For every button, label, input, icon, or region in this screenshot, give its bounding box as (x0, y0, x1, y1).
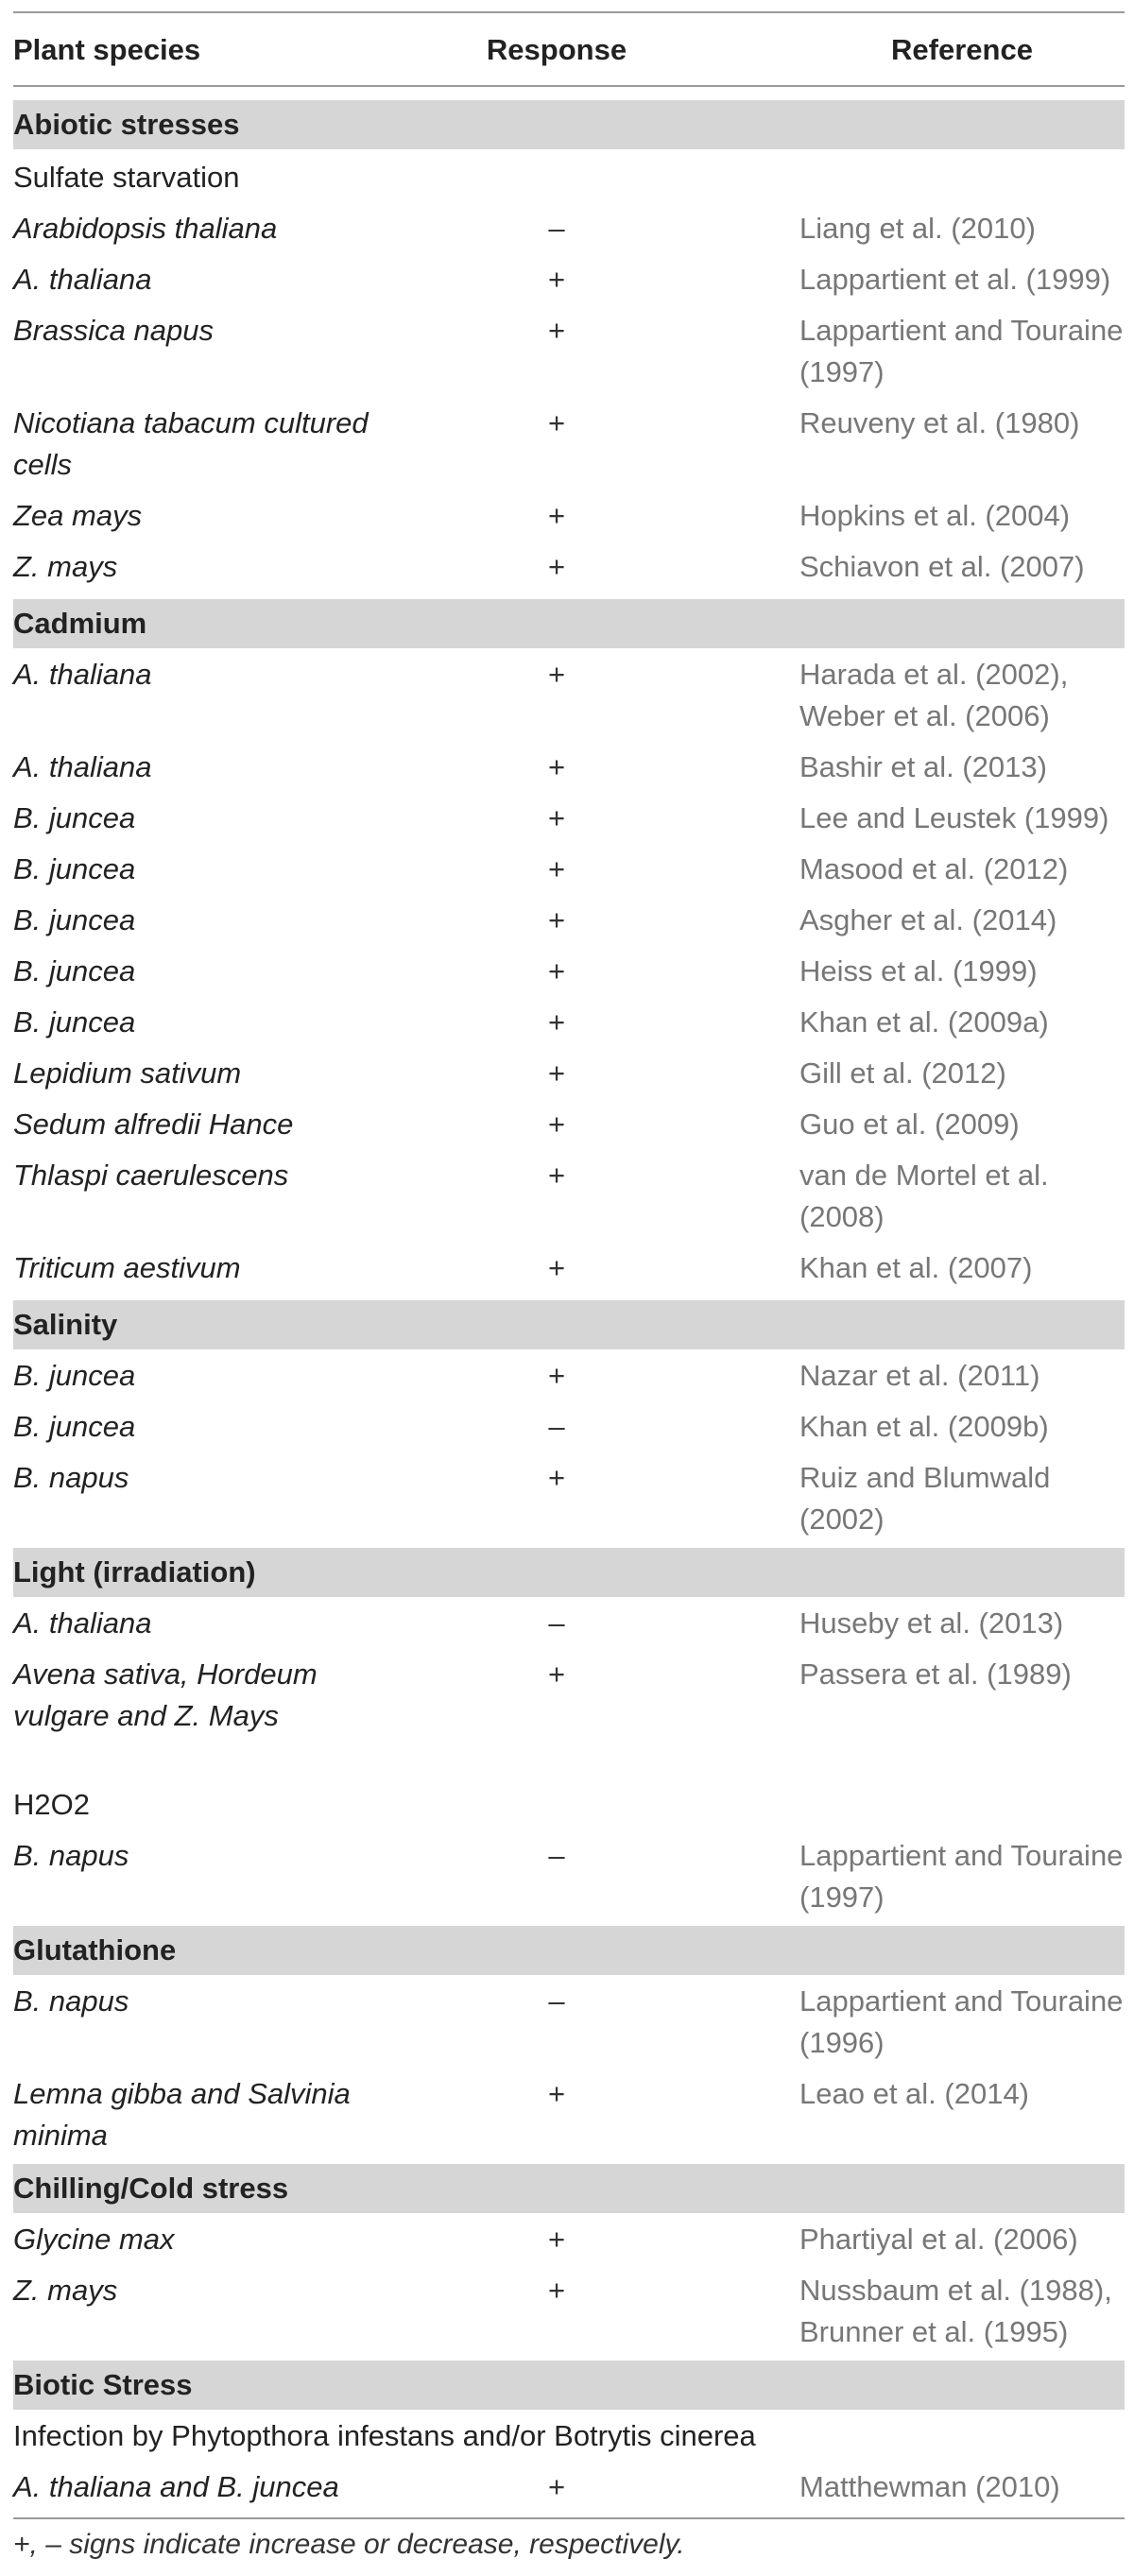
reference-cell: Asgher et al. (2014) (799, 903, 1057, 936)
species-cell: A. thaliana and B. juncea (13, 2470, 339, 2503)
response-cell: + (547, 903, 566, 936)
section-title: Salinity (13, 1308, 118, 1341)
reference-cell: Khan et al. (2007) (799, 1251, 1033, 1284)
section-subtitle: Sulfate starvation (13, 161, 240, 194)
reference-cell: Matthewman (2010) (799, 2470, 1060, 2503)
species-cell: Z. mays (13, 550, 118, 583)
response-cell: + (547, 314, 566, 347)
response-cell: + (547, 658, 566, 691)
response-cell: + (547, 2470, 566, 2503)
header-reference: Reference (891, 33, 1033, 66)
response-cell: – (548, 1839, 565, 1872)
reference-cell: Nussbaum et al. (1988), Brunner et al. (1995) (799, 2274, 1112, 2348)
response-cell: + (547, 499, 566, 532)
response-cell: + (547, 1159, 566, 1192)
response-cell: + (547, 1461, 566, 1494)
section-subtitle: Infection by Phytopthora infestans and/or Botrytis cinerea (13, 2419, 756, 2452)
response-cell: + (547, 852, 566, 885)
species-cell: B. napus (13, 1461, 129, 1494)
reference-cell: Hopkins et al. (2004) (799, 499, 1071, 532)
section-band (13, 2361, 1125, 2410)
species-cell: B. napus (13, 1839, 129, 1872)
species-cell: B. juncea (13, 1410, 136, 1443)
response-cell: + (547, 801, 566, 834)
species-cell: Brassica napus (13, 314, 214, 347)
section-title: Light (irradiation) (13, 1555, 256, 1589)
species-cell: B. juncea (13, 903, 136, 936)
species-cell: Arabidopsis thaliana (13, 212, 278, 245)
bottom-rule (13, 2517, 1125, 2519)
section-band (13, 1300, 1125, 1349)
reference-cell: Schiavon et al. (2007) (799, 550, 1085, 583)
response-cell: + (547, 550, 566, 583)
section-title: Cadmium (13, 607, 147, 640)
species-cell: Zea mays (13, 499, 143, 532)
species-cell: B. juncea (13, 1359, 136, 1392)
response-cell: + (547, 2223, 566, 2256)
section-title: Abiotic stresses (13, 108, 240, 141)
species-cell: Lemna gibba and Salvinia minima (13, 2077, 351, 2152)
species-cell: B. juncea (13, 852, 136, 885)
response-cell: – (548, 212, 565, 245)
header-rule (13, 85, 1125, 87)
reference-cell: Nazar et al. (2011) (799, 1359, 1040, 1392)
section-title: Glutathione (13, 1933, 177, 1966)
reference-cell: van de Mortel et al. (2008) (799, 1159, 1049, 1233)
reference-cell: Harada et al. (2002), Weber et al. (2006) (799, 658, 1069, 732)
section-band (13, 1926, 1125, 1975)
response-cell: – (548, 1410, 565, 1443)
reference-cell: Huseby et al. (2013) (799, 1606, 1064, 1640)
response-cell: + (547, 1005, 566, 1039)
footnote: +, – signs indicate increase or decrease, respectively. (13, 2529, 685, 2560)
header-response: Response (486, 33, 627, 66)
section-title: Chilling/Cold stress (13, 2172, 289, 2205)
reference-cell: Passera et al. (1989) (799, 1657, 1072, 1691)
reference-cell: Khan et al. (2009b) (799, 1410, 1049, 1443)
species-cell: A. thaliana (13, 263, 152, 296)
species-cell: Lepidium sativum (13, 1056, 242, 1090)
reference-cell: Phartiyal et al. (2006) (799, 2223, 1078, 2256)
reference-cell: Leao et al. (2014) (799, 2077, 1030, 2110)
species-cell: B. juncea (13, 1005, 136, 1039)
response-cell: + (547, 2274, 566, 2307)
species-cell: Avena sativa, Hordeum vulgare and Z. Mays (13, 1657, 318, 1732)
top-rule (13, 11, 1125, 13)
species-cell: Thlaspi caerulescens (13, 1159, 289, 1192)
species-cell: A. thaliana (13, 750, 152, 783)
reference-cell: Lappartient and Touraine (1996) (799, 1984, 1124, 2059)
reference-cell: Reuveny et al. (1980) (799, 406, 1080, 439)
response-cell: + (547, 1359, 566, 1392)
reference-cell: Gill et al. (2012) (799, 1056, 1006, 1090)
reference-cell: Guo et al. (2009) (799, 1108, 1020, 1141)
response-cell: + (547, 263, 566, 296)
reference-cell: Ruiz and Blumwald (2002) (799, 1461, 1051, 1536)
response-cell: + (547, 1251, 566, 1284)
response-cell: – (548, 1606, 565, 1640)
species-cell: A. thaliana (13, 658, 152, 691)
response-cell: + (547, 2077, 566, 2110)
species-cell: A. thaliana (13, 1606, 152, 1640)
reference-cell: Heiss et al. (1999) (799, 954, 1038, 987)
species-cell: Triticum aestivum (13, 1251, 241, 1284)
response-cell: + (547, 1108, 566, 1141)
reference-cell: Khan et al. (2009a) (799, 1005, 1049, 1039)
response-cell: + (547, 406, 566, 439)
header-plant-species: Plant species (13, 33, 201, 66)
reference-cell: Liang et al. (2010) (799, 212, 1036, 245)
section-title: Biotic Stress (13, 2368, 193, 2401)
reference-cell: Lappartient et al. (1999) (799, 263, 1111, 296)
response-cell: + (547, 1657, 566, 1691)
response-cell: + (547, 1056, 566, 1090)
section-band (13, 599, 1125, 648)
reference-cell: Lappartient and Touraine (1997) (799, 1839, 1124, 1914)
species-cell: Sedum alfredii Hance (13, 1108, 294, 1141)
response-cell: – (548, 1984, 565, 2018)
species-cell: B. napus (13, 1984, 129, 2018)
species-cell: H2O2 (13, 1788, 90, 1821)
species-cell: Nicotiana tabacum cultured cells (13, 406, 369, 481)
species-cell: B. juncea (13, 801, 136, 834)
section-band (13, 1548, 1125, 1597)
species-cell: Z. mays (13, 2274, 118, 2307)
species-cell: B. juncea (13, 954, 136, 987)
response-cell: + (547, 750, 566, 783)
reference-cell: Lee and Leustek (1999) (799, 801, 1109, 834)
reference-cell: Bashir et al. (2013) (799, 750, 1047, 783)
section-band (13, 100, 1125, 149)
reference-cell: Lappartient and Touraine (1997) (799, 314, 1124, 388)
reference-cell: Masood et al. (2012) (799, 852, 1069, 885)
section-band (13, 2164, 1125, 2213)
response-cell: + (547, 954, 566, 987)
species-cell: Glycine max (13, 2223, 175, 2256)
